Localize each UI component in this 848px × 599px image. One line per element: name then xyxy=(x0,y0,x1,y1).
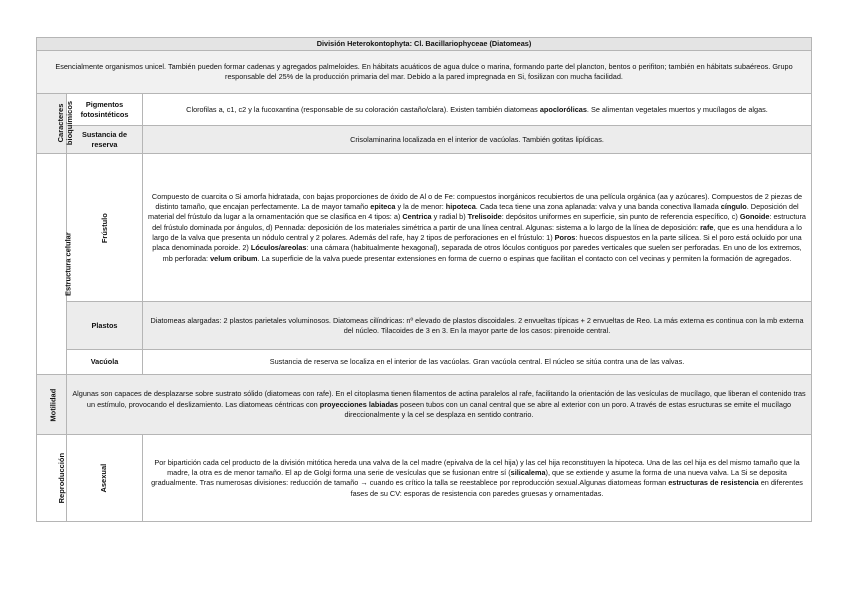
pigmentos-label: Pigmentos fotosintéticos xyxy=(67,94,143,126)
section-estructura-celular xyxy=(37,154,73,375)
intro-row xyxy=(37,51,812,94)
reserva-text: Crisolaminarina localizada en el interior de vacúolas. También gotitas lipídicas. xyxy=(143,126,812,154)
section-motilidad xyxy=(37,375,67,435)
asexual-label: Asexual xyxy=(99,463,109,493)
frustulo-label: Frústulo xyxy=(99,212,109,243)
reproduccion-row xyxy=(37,435,812,522)
section-label: Caracteres bioquímicos xyxy=(56,101,74,146)
plastos-row xyxy=(37,302,812,350)
section-caracteres-bioquimicos xyxy=(37,94,74,154)
section-label: Motilidad xyxy=(48,388,58,422)
section-reproduccion xyxy=(37,435,67,522)
plastos-label: Plastos xyxy=(67,302,143,350)
intro-text: Esencialmente organismos unicel. También pueden formar cadenas y agregados palmeloides. En hábitats acuáticos de agua dulce o marina, formando parte del plancton, bentos o perifiton; también en hábitats subaéreos. Grupo responsable del 25% de la producción primaria del mar. Debido a la pared impregnada en Si, fosilizan con mucha facilidad. xyxy=(37,51,812,94)
diatom-summary-table xyxy=(36,37,812,522)
asexual-text: Por bipartición cada cel producto de la división mitótica hereda una valva de la cel madre (epivalva de la cel hija) y las cel hija reconstituyen la hipoteca. Una de las cel hija es del mismo tamaño que la madre, la otra es de menor tamaño. El ap de Golgi forma una serie de vesículas que se fusionan entre sí (silicalema), que se extiende y asume la forma de una nueva valva. La Si se deposita gradualmente. Tras numerosas divisiones: reducción de tamaño → cuando es crítico la talla se reestablece por reproducción sexual.Algunas diatomeas forman estructuras de resistencia en diferentes fases de su CV: esporas de resistencia con paredes gruesas y ornamentadas. xyxy=(143,435,812,522)
plastos-text: Diatomeas alargadas: 2 plastos parietales voluminosos. Diatomeas cilíndricas: nº elevado de plastos discoidales. 2 envueltas típicas + 2 envueltas de Reo. La más externa es continua con la mb externa del núcleo. Tilacoides de 3 en 3. En la mayor parte de los casos: pirenoide central. xyxy=(143,302,812,350)
motilidad-text: Algunas son capaces de desplazarse sobre sustrato sólido (diatomeas con rafe). En el citoplasma tienen filamentos de actina paralelos al rafe, facilitando la orientación de las vesículas de mucílago, que liberan el contenido tras un estímulo, provocando el deslizamiento. Las diatomeas céntricas con proyecciones labiadas poseen tubos con un canal central que se abre al exterior con un poro. A través de estas esructuras se emite el mucílago direccionalmente y la cel se desplaza en sentido contrario. xyxy=(67,375,812,435)
vacuola-text: Sustancia de reserva se localiza en el interior de las vacúolas. Gran vacúola central. El núcleo se sitúa contra una de las valvas. xyxy=(143,350,812,375)
vacuola-label: Vacúola xyxy=(67,350,143,375)
title-row xyxy=(37,38,812,51)
vacuola-row xyxy=(37,350,812,375)
pigmentos-row xyxy=(37,94,812,126)
frustulo-label-cell xyxy=(67,154,143,302)
reserva-label: Sustancia de reserva xyxy=(67,126,143,154)
frustulo-row xyxy=(37,154,812,302)
section-label: Reproducción xyxy=(57,453,67,504)
pigmentos-text: Clorofilas a, c1, c2 y la fucoxantina (responsable de su coloración castaño/clara). Existen también diatomeas apoclorólicas. Se alimentan vegetales muertos y mucílagos de algas. xyxy=(143,94,812,126)
table-title: División Heterokontophyta: Cl. Bacillariophyceae (Diatomeas) xyxy=(37,38,812,51)
reserva-row xyxy=(37,126,812,154)
asexual-label-cell xyxy=(67,435,143,522)
motilidad-row xyxy=(37,375,812,435)
section-label: Estructura celular xyxy=(63,232,73,297)
frustulo-text: Compuesto de cuarcita o Si amorfa hidratada, con bajas proporciones de óxido de Al o de Fe: compuestos inorgánicos recubiertos de una película orgánica (aa y azúcares). Compuestos de 2 piezas de distinto tamaño, que encajan perfectamente. La de mayor tamaño epiteca y la de menor: hipoteca. Cada teca tiene una zona aplanada: valva y una banda conectiva llamada cíngulo. Deposición del material del frústulo da lugar a la ornamentación que se clasifica en 4 tipos: a) Centrica y radial b) Trelisoide: depósitos uniformes en superficie, sin punto de referencia específico, c) Gonoide: estructura del frústulo dominada por ángulos, d) Pennada: deposición de los materiales simétrica a partir de una línea central. Algunas: sistema a lo largo de la línea de deposición: rafe, que es una hendidura a lo largo de la valva que presenta un nódulo central y 2 polares. Además del rafe, hay 2 tipos de perforaciones en el frústulo: 1) Poros: huecos dispuestos en la parte silícea. Si el poro está ocluido por una placa denominada poroide. 2) Lóculos/areolas: una cámara (habitualmente hexagonal), separada de otros lóculos contiguos por paredes verticales que suelen ser perforadas. En uno de los extremos, mb perforada: velum cribum. La superficie de la valva puede presentar extensiones en forma de cuerno o espinas que facilitan el contacto con cel vecinas y permiten la formación de agregados. xyxy=(143,154,812,302)
